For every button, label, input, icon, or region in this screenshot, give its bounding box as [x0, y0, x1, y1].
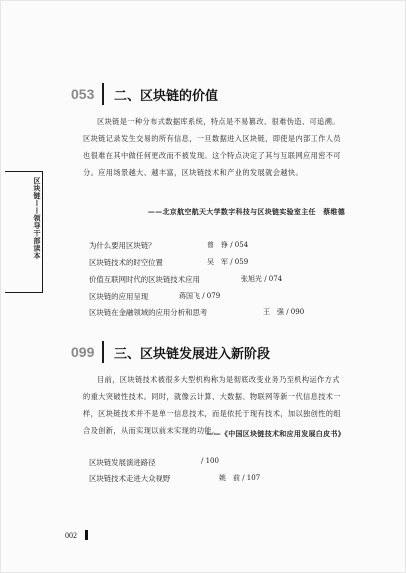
toc-author: 曾 铮 / 054	[207, 241, 249, 249]
toc-author: 蒋国飞 / 079	[179, 292, 221, 300]
page-number: 002	[65, 531, 77, 540]
toc-entry[interactable]	[89, 457, 156, 468]
side-tab-label: 区块链——领导干部读本	[33, 177, 42, 260]
section-number: 099	[71, 344, 95, 360]
toc-title: 区块链技术的时空位置	[89, 258, 163, 267]
toc-entry[interactable]	[89, 240, 156, 251]
toc-entry[interactable]	[89, 291, 148, 302]
section-paragraph: 区块链是一种分布式数据库系统，特点是不易篡改、很难伪造、可追溯。区块链记录发生交易的所有信息，一旦数据进入区块链，即使是内部工作人员也很难在其中做任何更改而不被发现。这个特点决定了其与互联网应用密不可分。应用场景越大、越丰富，区块链技术和产业的发展就会越快。	[83, 117, 341, 177]
toc-entry[interactable]	[89, 274, 200, 285]
section-divider	[102, 83, 104, 105]
toc-title: 区块链的应用呈现	[89, 292, 149, 301]
toc-author: 张旭光 / 074	[241, 275, 283, 283]
section-paragraph: 目前，区块链技术被很多大型机构称为是彻底改变业务乃至机构运作方式的重大突破性技术。同时，就像云计算、大数据、物联网等新一代信息技术一样，区块链技术并不是单一信息技术，而是依托于现有技术，加以独创性的组合及创新，从而实现以前未实现的功能。	[83, 375, 341, 435]
quote-source: ——北京航空航天大学数字科技与区块链实验室主任 蔡维德	[147, 207, 345, 216]
toc-title: 区块链在金融领域的应用分析和思考	[89, 308, 208, 317]
section-title: 三、区块链发展进入新阶段	[114, 346, 271, 362]
toc-title: 为什么要用区块链？	[89, 241, 156, 250]
toc-title: 区块链技术走进大众视野	[89, 474, 171, 483]
section-header	[71, 83, 218, 105]
section-title: 二、区块链的价值	[114, 88, 219, 104]
toc-author: 吴 军 / 059	[207, 258, 249, 266]
toc-entry[interactable]	[89, 307, 207, 318]
quote-source: ——《中国区块链技术和应用发展白皮书》	[206, 429, 345, 438]
section-number: 053	[71, 86, 95, 102]
section-header	[71, 341, 270, 363]
toc-author: 姚 前 / 107	[219, 474, 261, 482]
page-number-marker	[85, 530, 88, 540]
toc-author: / 100	[201, 457, 219, 465]
toc-title: 价值互联网时代的区块链技术应用	[89, 275, 200, 284]
toc-author: 王 强 / 090	[263, 308, 305, 316]
toc-entry[interactable]	[89, 473, 170, 484]
toc-entry[interactable]	[89, 257, 163, 268]
toc-title: 区块链发展演进路径	[89, 458, 156, 467]
section-divider	[102, 341, 104, 363]
